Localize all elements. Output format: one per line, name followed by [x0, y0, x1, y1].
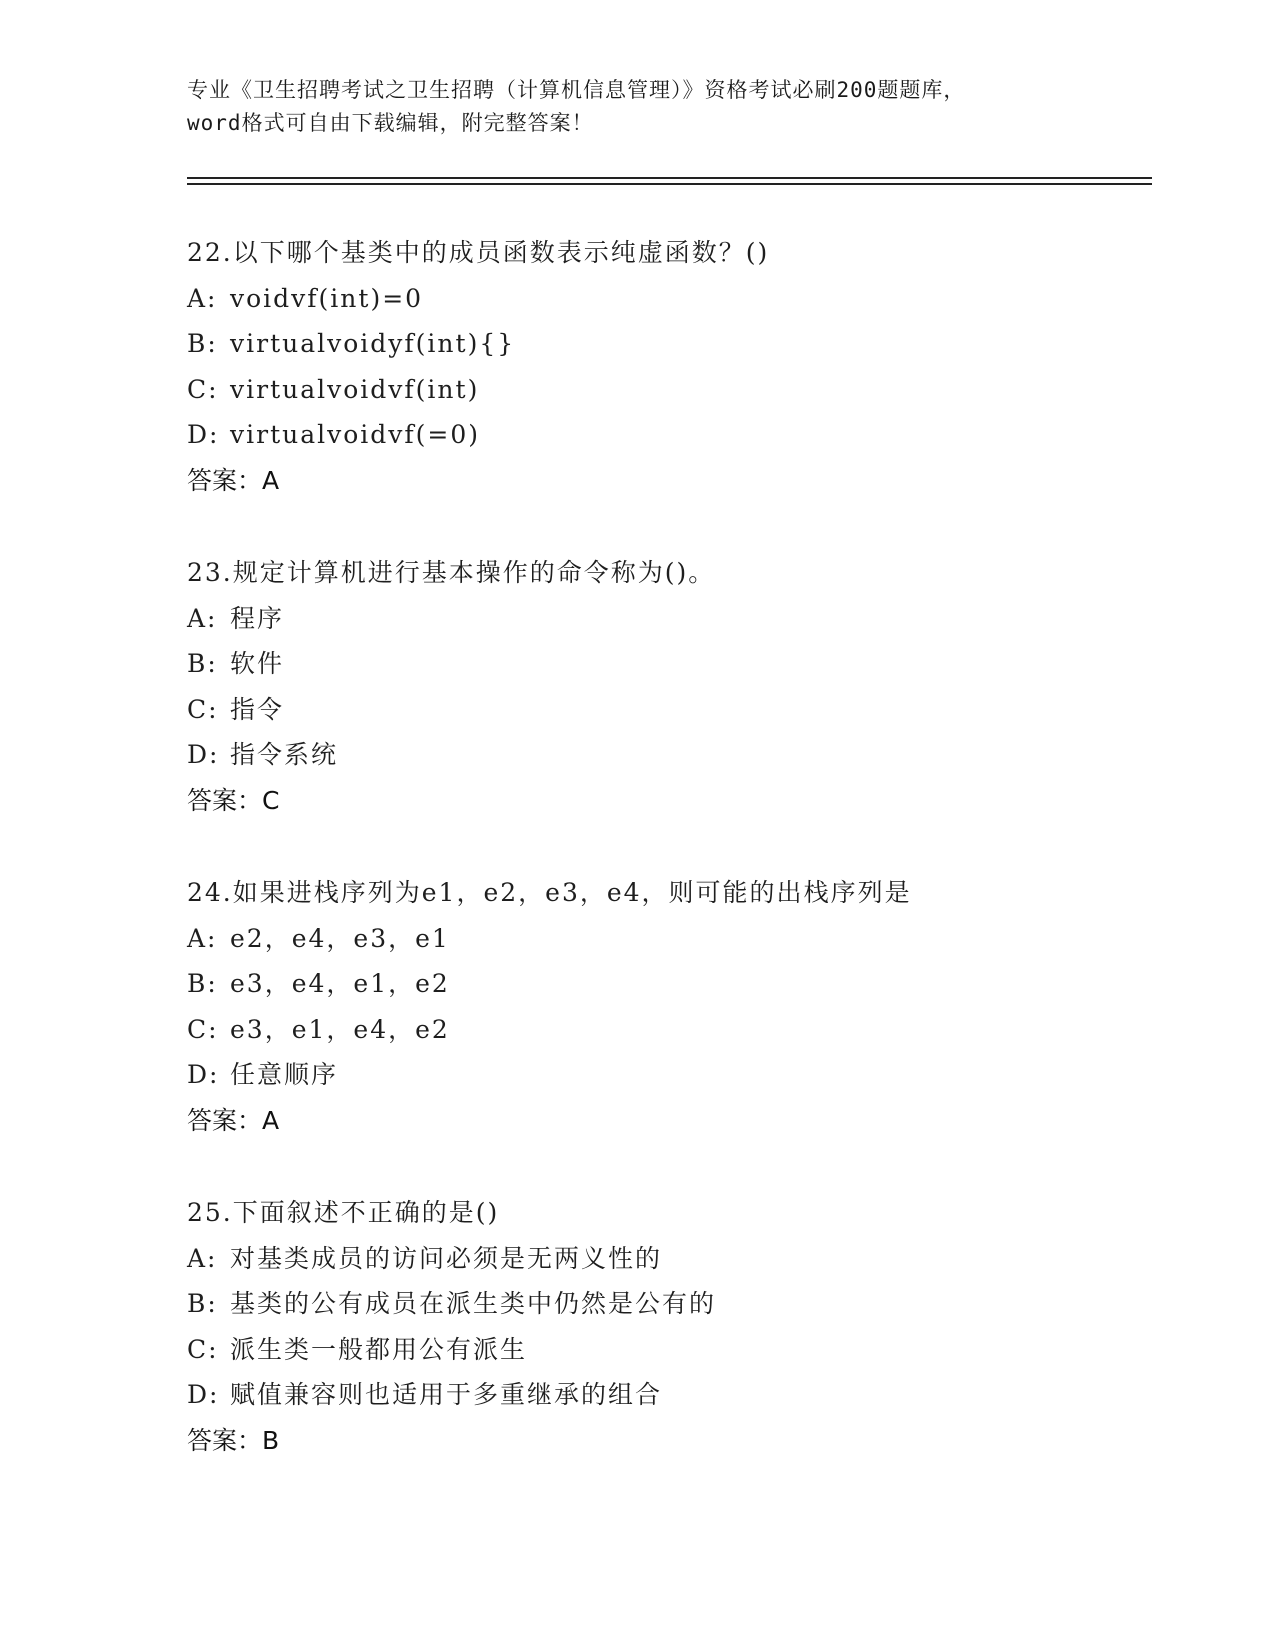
question-title: 22.以下哪个基类中的成员函数表示纯虚函数？(): [187, 238, 770, 267]
document-header: [187, 74, 1087, 140]
option-key: A:: [187, 1243, 218, 1273]
header-divider-bottom: [187, 183, 1152, 185]
option-text: virtualvoidyf(int){}: [230, 329, 516, 358]
option-b: [187, 641, 1147, 687]
header-line-1: 专业《卫生招聘考试之卫生招聘（计算机信息管理）》资格考试必刷200题题库，: [187, 78, 966, 102]
option-key: D:: [187, 420, 220, 449]
question-title: 23.规定计算机进行基本操作的命令称为()。: [187, 558, 716, 587]
option-a: [187, 916, 1147, 962]
option-text: 指令: [230, 694, 285, 724]
option-text: 赋值兼容则也适用于多重继承的组合: [230, 1380, 663, 1409]
option-key: C:: [187, 1014, 219, 1044]
option-key: C:: [187, 694, 219, 724]
option-key: A:: [187, 283, 218, 313]
option-text: virtualvoidvf(=0): [230, 420, 481, 449]
option-text: 程序: [230, 603, 285, 633]
option-text: 基类的公有成员在派生类中仍然是公有的: [230, 1289, 717, 1318]
option-a: [187, 1236, 1147, 1282]
option-a: [187, 596, 1147, 642]
option-b: [187, 321, 1147, 367]
option-text: 指令系统: [230, 740, 339, 769]
question-title: 24.如果进栈序列为e1，e2，e3，e4，则可能的出栈序列是: [187, 878, 912, 907]
option-a: [187, 276, 1147, 322]
option-key: D:: [187, 1380, 220, 1409]
header-divider-top: [187, 177, 1152, 179]
option-text: e3，e4，e1，e2: [230, 969, 450, 998]
question-block: [187, 550, 1147, 823]
header-line-2: word格式可自由下载编辑，附完整答案！: [187, 111, 594, 135]
option-c: [187, 687, 1147, 733]
option-key: B:: [187, 969, 218, 998]
question-block: [187, 1190, 1147, 1463]
option-c: [187, 1327, 1147, 1373]
answer-line: 答案：A: [187, 465, 280, 495]
option-b: [187, 961, 1147, 1007]
answer-line: 答案：C: [187, 785, 280, 815]
option-d: [187, 732, 1147, 778]
option-c: [187, 1007, 1147, 1053]
option-key: A:: [187, 923, 218, 953]
option-text: e2，e4，e3，e1: [230, 923, 450, 953]
answer-line: 答案：A: [187, 1105, 280, 1135]
option-b: [187, 1281, 1147, 1327]
option-d: [187, 1052, 1147, 1098]
option-key: B:: [187, 329, 218, 358]
option-text: 对基类成员的访问必须是无两义性的: [230, 1243, 663, 1273]
option-d: [187, 1372, 1147, 1418]
option-text: virtualvoidvf(int): [230, 374, 480, 404]
option-text: 派生类一般都用公有派生: [230, 1334, 528, 1364]
option-c: [187, 367, 1147, 413]
option-key: C:: [187, 374, 219, 404]
option-text: e3，e1，e4，e2: [230, 1014, 450, 1044]
option-key: A:: [187, 603, 218, 633]
answer-line: 答案：B: [187, 1425, 280, 1455]
option-key: B:: [187, 1289, 218, 1318]
option-text: 任意顺序: [230, 1060, 339, 1089]
option-key: C:: [187, 1334, 219, 1364]
question-block: [187, 230, 1147, 503]
option-text: voidvf(int)=0: [230, 283, 424, 313]
option-key: D:: [187, 740, 220, 769]
question-title: 25.下面叙述不正确的是(): [187, 1198, 500, 1227]
option-d: [187, 412, 1147, 458]
option-key: D:: [187, 1060, 220, 1089]
question-block: [187, 870, 1147, 1143]
option-text: 软件: [230, 649, 285, 678]
option-key: B:: [187, 649, 218, 678]
